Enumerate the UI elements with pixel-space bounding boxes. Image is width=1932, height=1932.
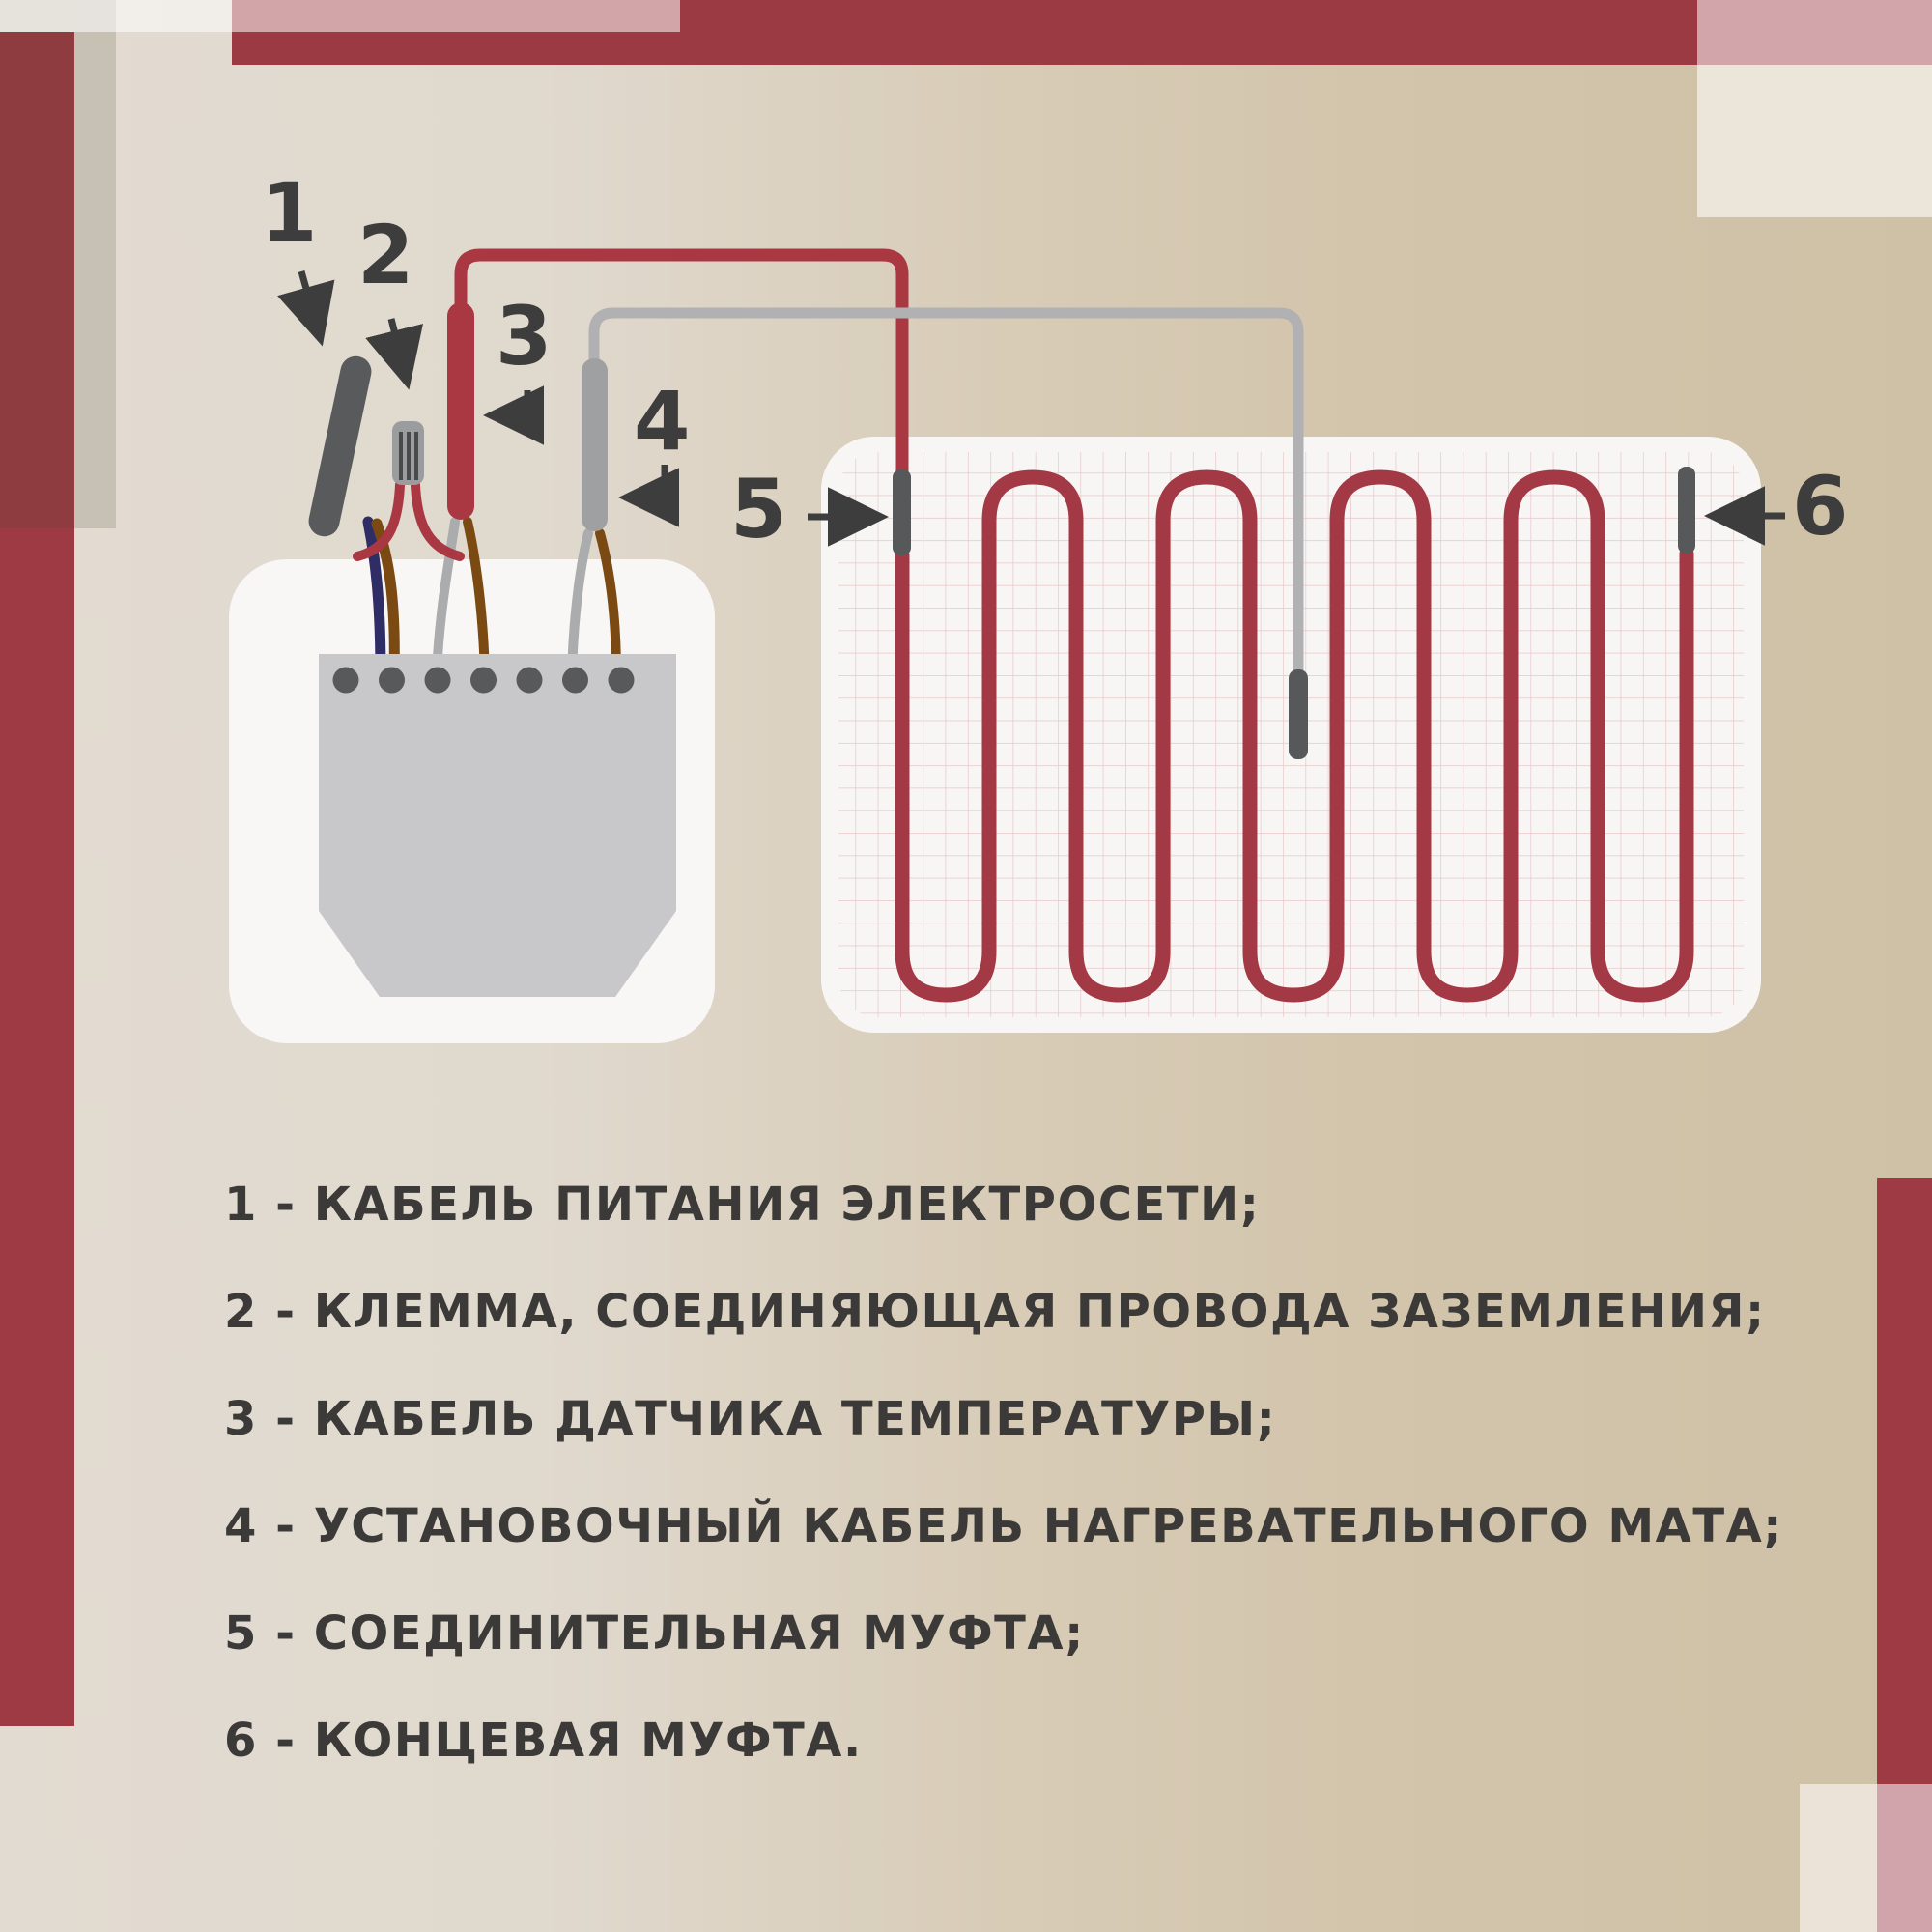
callout-label-4: 4 bbox=[634, 374, 691, 469]
legend-item-4: 4 - УСТАНОВОЧНЫЙ КАБЕЛЬ НАГРЕВАТЕЛЬНОГО МАТА; bbox=[224, 1499, 1783, 1553]
arrow-3 bbox=[497, 390, 527, 415]
legend-item-3: 3 - КАБЕЛЬ ДАТЧИКА ТЕМПЕРАТУРЫ; bbox=[224, 1392, 1277, 1446]
callout-label-2: 2 bbox=[357, 208, 414, 302]
arrow-4 bbox=[632, 465, 665, 497]
legend-item-2: 2 - КЛЕММА, СОЕДИНЯЮЩАЯ ПРОВОДА ЗАЗЕМЛЕНИЯ; bbox=[224, 1285, 1766, 1339]
legend-item-5: 5 - СОЕДИНИТЕЛЬНАЯ МУФТА; bbox=[224, 1606, 1085, 1661]
callout-label-6: 6 bbox=[1792, 459, 1849, 554]
end-coupling bbox=[1678, 467, 1695, 554]
mat-cable-sleeve bbox=[582, 358, 608, 531]
terminal-device bbox=[319, 654, 676, 997]
temperature-probe bbox=[1289, 669, 1308, 759]
arrow-1 bbox=[301, 271, 319, 333]
callout-label-5: 5 bbox=[730, 462, 787, 556]
legend-item-1: 1 - КАБЕЛЬ ПИТАНИЯ ЭЛЕКТРОСЕТИ; bbox=[224, 1178, 1261, 1232]
connection-coupling bbox=[893, 469, 911, 555]
power-cable-ferrule bbox=[306, 354, 375, 540]
callout-label-1: 1 bbox=[261, 165, 318, 260]
legend-item-6: 6 - КОНЦЕВАЯ МУФТА. bbox=[224, 1714, 863, 1768]
sensor-cable-sleeve bbox=[447, 302, 474, 520]
device-body bbox=[319, 654, 676, 997]
callout-label-3: 3 bbox=[496, 289, 553, 384]
earth-clamp bbox=[392, 421, 424, 485]
arrow-2 bbox=[391, 319, 406, 377]
